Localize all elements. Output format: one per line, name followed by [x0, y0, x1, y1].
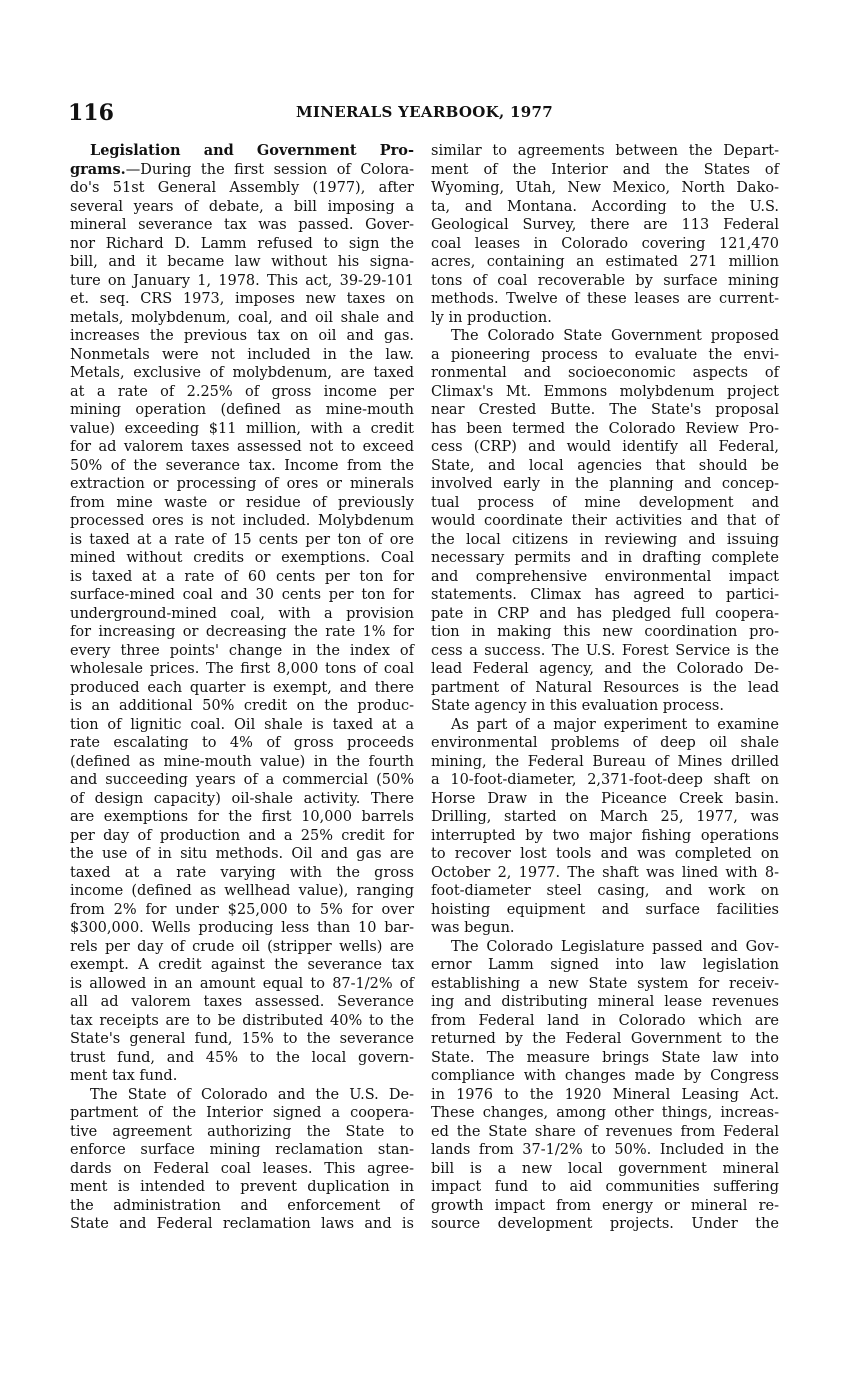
text-line: in 1976 to the 1920 Mineral Leasing Act.	[431, 1086, 779, 1103]
text-line: The State of Colorado and the U.S. De-	[90, 1086, 414, 1103]
text-line: all ad valorem taxes assessed. Severance	[70, 994, 414, 1010]
text-line: has been termed the Colorado Review Pro-	[431, 420, 779, 437]
text-line: exempt. A credit against the severance tax	[70, 957, 414, 973]
text-line: ing and distributing mineral lease revenues	[431, 994, 779, 1010]
text-line: mineral severance tax was passed. Gover-	[70, 217, 414, 233]
text-line: for ad valorem taxes assessed not to exceed	[70, 439, 414, 455]
text-line: ment is intended to prevent duplication in	[70, 1179, 414, 1195]
text-line: at a rate of 2.25% of gross income per	[70, 383, 414, 400]
text-line: Metals, exclusive of molybdenum, are taxed	[70, 365, 414, 381]
text-line: involved early in the planning and concep-	[431, 476, 779, 492]
text-line: Drilling, started on March 25, 1977, was	[431, 809, 779, 825]
text-line: from mine waste or residue of previously	[70, 494, 414, 511]
text-line: returned by the Federal Government to the	[431, 1031, 779, 1047]
text-line: do's 51st General Assembly (1977), after	[70, 180, 414, 196]
text-line: statements. Climax has agreed to partici-	[431, 587, 779, 603]
text-line: enforce surface mining reclamation stan-	[70, 1142, 414, 1158]
text-line: State, and local agencies that should be	[431, 457, 779, 474]
text-line: and succeeding years of a commercial (50%	[70, 772, 414, 788]
text-line: tual process of mine development and	[431, 494, 779, 511]
text-line: methods. Twelve of these leases are current-	[431, 291, 779, 307]
section-heading: Legislation and Government Pro-	[90, 142, 414, 159]
text-line: growth impact from energy or mineral re-	[431, 1197, 779, 1214]
text-line: are exemptions for the first 10,000 barrels	[70, 809, 414, 825]
text-line: mining, the Federal Bureau of Mines drilled	[431, 753, 779, 770]
text-line: is an additional 50% credit on the produc-	[70, 698, 414, 714]
text-line: coal leases in Colorado covering 121,470	[431, 235, 779, 252]
text-line: State. The measure brings State law into	[431, 1049, 779, 1066]
text-line: hoisting equipment and surface facilities	[431, 901, 779, 918]
text-line: Geological Survey, there are 113 Federal	[431, 217, 779, 233]
left-column	[70, 142, 414, 1234]
text-line: underground-mined coal, with a provision	[70, 605, 414, 622]
text-line: pate in CRP and has pledged full coopera-	[431, 605, 779, 622]
text-line: Nonmetals were not included in the law.	[70, 346, 414, 363]
text-line: the local citizens in reviewing and issuing	[431, 531, 779, 548]
text-line: tons of coal recoverable by surface mining	[431, 272, 779, 289]
text-line: bill is a new local government mineral	[431, 1160, 779, 1177]
paragraph-colorado-review-process	[431, 327, 779, 716]
text-line: et. seq. CRS 1973, imposes new taxes on	[70, 291, 414, 307]
text-line: tive agreement authorizing the State to	[70, 1123, 414, 1140]
text-line: cess a success. The U.S. Forest Service is the	[431, 642, 779, 659]
text-line: value) exceeding $11 million, with a credit	[70, 420, 414, 437]
text-line: partment of Natural Resources is the lead	[431, 679, 779, 696]
text-line: acres, containing an estimated 271 million	[431, 254, 779, 270]
text-line: to recover lost tools and was completed on	[431, 846, 779, 862]
text-line: rels per day of crude oil (stripper wells) are	[70, 938, 414, 955]
text-line: bill, and it became law without his signa-	[70, 254, 414, 270]
text-line: Horse Draw in the Piceance Creek basin.	[431, 790, 779, 807]
text-line: similar to agreements between the Depart-	[431, 143, 779, 159]
text-line: State agency in this evaluation process.	[431, 698, 724, 714]
text-line: for increasing or decreasing the rate 1% for	[70, 624, 414, 640]
text-line: (defined as mine-mouth value) in the fourth	[70, 753, 414, 770]
text-line: ronmental and socioeconomic aspects of	[431, 365, 779, 381]
section-heading-cont: grams.	[70, 160, 126, 178]
text-line: These changes, among other things, increas-	[431, 1105, 779, 1121]
text-line: dards on Federal coal leases. This agree-	[70, 1160, 414, 1177]
text-line: every three points' change in the index of	[70, 642, 414, 659]
text-line: Wyoming, Utah, New Mexico, North Dako-	[431, 180, 779, 196]
text-line: State and Federal reclamation laws and is	[70, 1216, 414, 1232]
text-line: The Colorado Legislature passed and Gov-	[451, 938, 779, 955]
running-title: MINERALS YEARBOOK, 1977	[296, 103, 553, 121]
text-line: the use of in situ methods. Oil and gas are	[70, 846, 414, 862]
text-line: ture on January 1, 1978. This act, 39-29-101	[70, 272, 414, 289]
paragraph-oil-shale-shaft	[431, 716, 779, 938]
text-line: ta, and Montana. According to the U.S.	[431, 198, 779, 215]
text-line: mined without credits or exemptions. Coal	[70, 550, 414, 566]
text-line: rate escalating to 4% of gross proceeds	[70, 735, 414, 751]
text-line: impact fund to aid communities suffering	[431, 1179, 779, 1195]
text-line: a pioneering process to evaluate the envi-	[431, 346, 779, 363]
text-line: surface-mined coal and 30 cents per ton for	[70, 587, 414, 603]
text-line: Climax's Mt. Emmons molybdenum project	[431, 383, 779, 400]
paragraph-agreement-cont	[431, 142, 779, 327]
text-line: near Crested Butte. The State's proposal	[431, 402, 779, 418]
text-line: partment of the Interior signed a coopera-	[70, 1105, 414, 1121]
text-line: October 2, 1977. The shaft was lined with 8-	[431, 864, 779, 881]
text-line: wholesale prices. The first 8,000 tons of coal	[70, 661, 414, 677]
text-line: tion in making this new coordination pro-	[431, 624, 779, 640]
text-line: ly in production.	[431, 309, 552, 326]
text-line: increases the previous tax on oil and gas.	[70, 328, 414, 344]
text-line: foot-diameter steel casing, and work on	[431, 883, 779, 899]
text-line: metals, molybdenum, coal, and oil shale and	[70, 309, 414, 326]
text-line: from Federal land in Colorado which are	[431, 1012, 779, 1029]
text-line: processed ores is not included. Molybdenum	[70, 513, 414, 529]
text-line: lands from 37-1/2% to 50%. Included in the	[431, 1142, 779, 1158]
text-line: income (defined as wellhead value), ranging	[70, 883, 414, 899]
text-line: and comprehensive environmental impact	[431, 568, 779, 585]
text-line: 50% of the severance tax. Income from the	[70, 457, 414, 474]
text-line: State's general fund, 15% to the severance	[70, 1031, 414, 1047]
text-line: is taxed at a rate of 15 cents per ton of ore	[70, 531, 414, 548]
text-line: extraction or processing of ores or minerals	[70, 476, 414, 492]
text-line: taxed at a rate varying with the gross	[70, 864, 414, 881]
text-line: ment tax fund.	[70, 1068, 178, 1084]
text-line: produced each quarter is exempt, and there	[70, 679, 414, 696]
text-line: from 2% for under $25,000 to 5% for over	[70, 901, 414, 918]
text-line: establishing a new State system for receiv-	[431, 975, 779, 992]
text-line: $300,000. Wells producing less than 10 bar-	[70, 920, 414, 936]
right-column	[431, 142, 779, 1234]
text-line	[70, 142, 414, 161]
page-number: 116	[68, 100, 114, 126]
text-line: ment of the Interior and the States of	[431, 161, 779, 178]
text-line: source development projects. Under the	[431, 1216, 779, 1232]
text-line: ed the State share of revenues from Federal	[431, 1123, 779, 1140]
text-line: trust fund, and 45% to the local govern-	[70, 1049, 414, 1066]
text-line: environmental problems of deep oil shale	[431, 735, 779, 751]
text-line: a 10-foot-diameter, 2,371-foot-deep shaft on	[431, 772, 779, 788]
text-line: cess (CRP) and would identify all Federal,	[431, 439, 779, 455]
paragraph-cooperative-agreement	[70, 1086, 414, 1234]
paragraph-legislation	[70, 142, 414, 1086]
text-line: ernor Lamm signed into law legislation	[431, 957, 779, 973]
text-line: As part of a major experiment to examine	[451, 716, 779, 733]
text-line: would coordinate their activities and that of	[431, 513, 779, 529]
text-line: tax receipts are to be distributed 40% to the	[70, 1012, 414, 1029]
text-line: per day of production and a 25% credit for	[70, 827, 414, 844]
text-line: was begun.	[431, 920, 515, 936]
paragraph-mineral-lease-revenues	[431, 938, 779, 1234]
text-line: interrupted by two major fishing operations	[431, 827, 779, 844]
text-line: The Colorado State Government proposed	[451, 328, 779, 344]
text-line: the administration and enforcement of	[70, 1197, 414, 1214]
text-line: several years of debate, a bill imposing a	[70, 198, 414, 215]
text-line: is allowed in an amount equal to 87-1/2% of	[70, 975, 414, 992]
text-line: is taxed at a rate of 60 cents per ton for	[70, 568, 414, 585]
text-line: tion of lignitic coal. Oil shale is taxed at a	[70, 716, 414, 733]
text-line: lead Federal agency, and the Colorado De-	[431, 661, 779, 677]
text-line: compliance with changes made by Congress	[431, 1068, 779, 1084]
text-line: nor Richard D. Lamm refused to sign the	[70, 235, 414, 252]
text-line: mining operation (defined as mine-mouth	[70, 402, 414, 418]
text-line: grams.—During the first session of Colora-	[70, 160, 414, 178]
text-line: of design capacity) oil-shale activity. There	[70, 790, 414, 807]
text-line: necessary permits and in drafting complete	[431, 550, 779, 566]
